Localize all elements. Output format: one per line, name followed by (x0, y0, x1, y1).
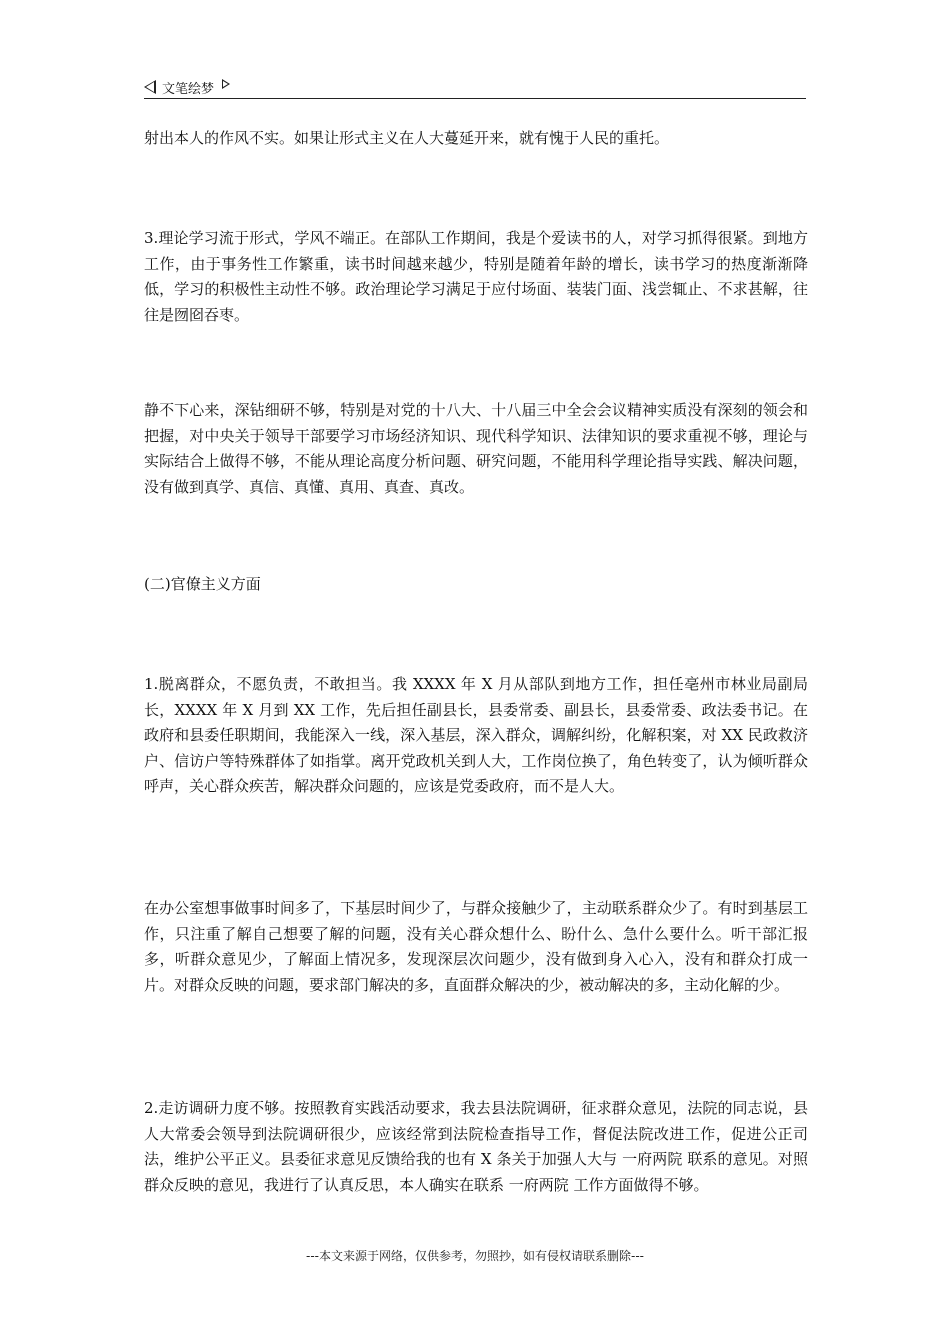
paragraph-6: 2.走访调研力度不够。按照教育实践活动要求，我去县法院调研，征求群众意见，法院的同志说，县人大常委会领导到法院调研很少，应该经常到法院检查指导工作，督促法院改进工作，促进公正司法，维护公平正义。县委征求意见反馈给我的也有 X 条关于加强人大与 一府两院 联系的意见。对照群众反映的意见，我进行了认真反思，本人确实在联系 一府两院 工作方面做得不够。 (144, 1099, 808, 1194)
header-brand: 文笔绘梦 (162, 81, 215, 97)
header-divider (144, 98, 806, 99)
paragraph-2: 3.理论学习流于形式，学风不端正。在部队工作期间，我是个爱读书的人，对学习抓得很紧。到地方工作，由于事务性工作繁重，读书时间越来越少，特别是随着年龄的增长，读书学习的热度渐渐降低，学习的积极性主动性不够。政治理论学习满足于应付场面、装装门面、浅尝辄止、不求甚解，往往是囫囵吞枣。 (144, 229, 808, 324)
left-triangle-icon (144, 80, 156, 94)
page-footer: ---本文来源于网络，仅供参考，勿照抄，如有侵权请联系删除--- (306, 1249, 644, 1263)
right-triangle-icon (222, 79, 230, 89)
paragraph-4: 1.脱离群众，不愿负责，不敢担当。我 XXXX 年 X 月从部队到地方工作，担任亳州市林业局副局长，XXXX 年 X 月到 XX 工作，先后担任副县长，县委常委、副县长，县委常委、政法委书记。在政府和县委任职期间，我能深入一线，深入基层，深入群众，调解纠纷，化解积案，对 XX 民政救济户、信访户等特殊群体了如指掌。离开党政机关到人大，工作岗位换了，角色转变了，认为倾听群众呼声，关心群众疾苦，解决群众问题的，应该是党委政府，而不是人大。 (144, 675, 808, 795)
page-header (144, 76, 806, 98)
paragraph-3: 静不下心来，深钻细研不够，特别是对党的十八大、十八届三中全会会议精神实质没有深刻的领会和把握，对中央关于领导干部要学习市场经济知识、现代科学知识、法律知识的要求重视不够，理论与实际结合上做得不够，不能从理论高度分析问题、研究问题，不能用科学理论指导实践、解决问题，没有做到真学、真信、真懂、真用、真查、真改。 (144, 401, 808, 496)
paragraph-5: 在办公室想事做事时间多了，下基层时间少了，与群众接触少了，主动联系群众少了。有时到基层工作，只注重了解自己想要了解的问题，没有关心群众想什么、盼什么、急什么要什么。听干部汇报多，听群众意见少，了解面上情况多，发现深层次问题少，没有做到身入心入，没有和群众打成一片。对群众反映的问题，要求部门解决的多，直面群众解决的少，被动解决的多，主动化解的少。 (144, 899, 808, 994)
paragraph-1: 射出本人的作风不实。如果让形式主义在人大蔓延开来，就有愧于人民的重托。 (144, 129, 670, 147)
section-heading: (二)官僚主义方面 (144, 575, 261, 593)
